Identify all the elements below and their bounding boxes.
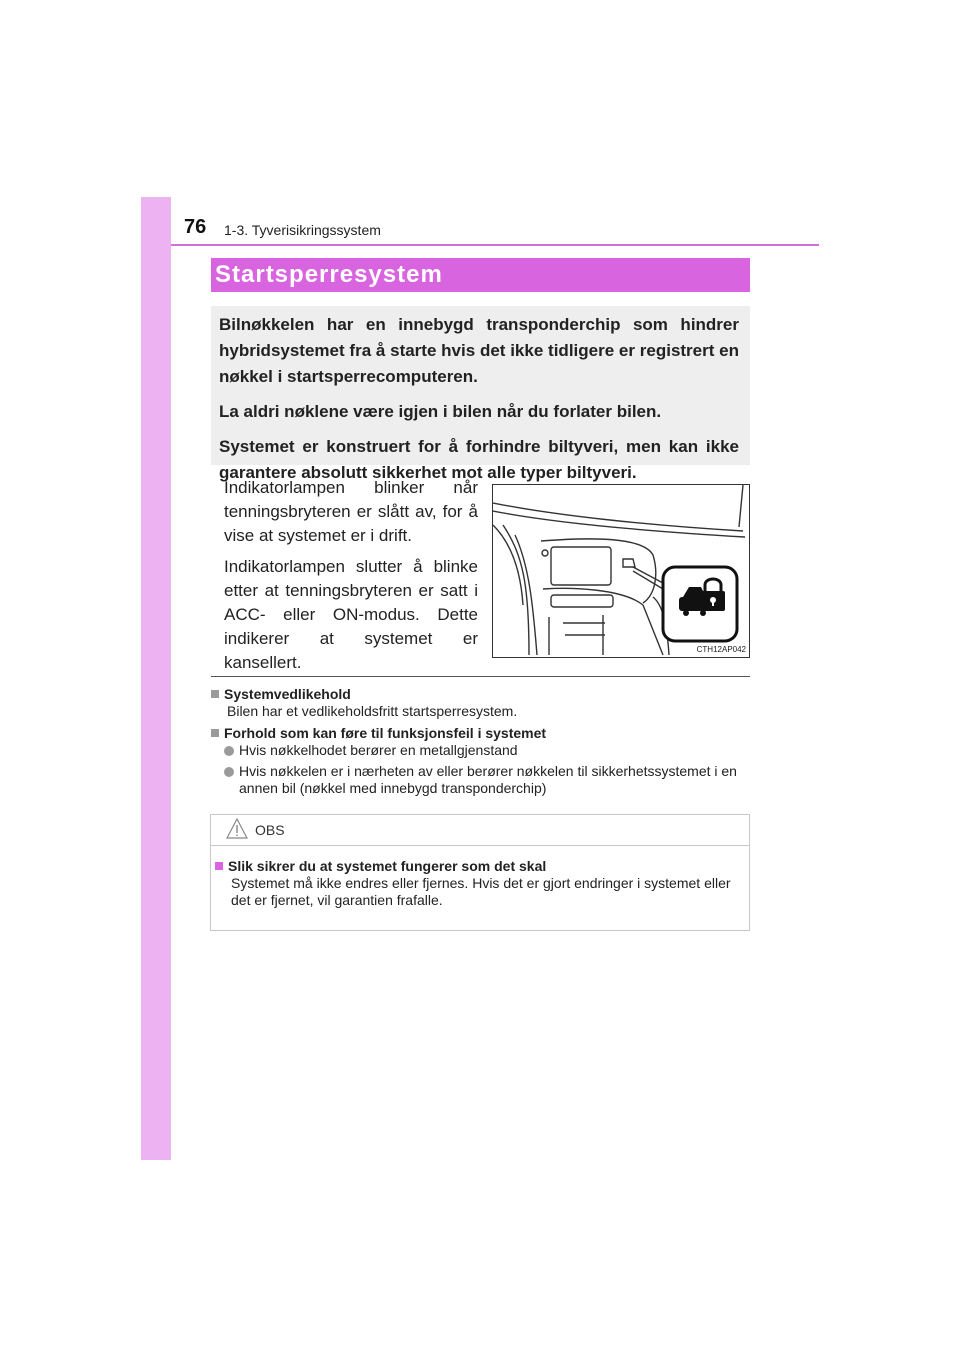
list-item: Hvis nøkkelen er i nærheten av eller berører nøkkelen til sikkerhetssystemet i en annen bil (nøkkel med innebygd transponderchip): [211, 763, 753, 797]
car-lock-icon: [663, 567, 737, 641]
page-number: 76: [184, 216, 207, 238]
list-item: Hvis nøkkelhodet berører en metallgjenstand: [211, 742, 753, 759]
square-bullet-icon: [215, 862, 223, 870]
notes-section: [211, 681, 753, 801]
intro-paragraph: Bilnøkkelen har en innebygd transponderchip som hindrer hybridsystemet fra å starte hvis det ikke tidligere er registrert en nøkkel i startsperrecomputeren.: [219, 315, 739, 386]
round-bullet-icon: [224, 746, 234, 756]
note-heading-malfunction: Forhold som kan føre til funksjonsfeil i systemet: [211, 724, 753, 742]
note-heading-maintenance: Systemvedlikehold: [211, 685, 753, 703]
caution-label: OBS: [255, 822, 285, 838]
dashboard-illustration: [492, 484, 750, 658]
header-divider: [171, 244, 819, 246]
section-breadcrumb: 1-3. Tyverisikringssystem: [224, 222, 381, 238]
intro-paragraph: Systemet er konstruert for å forhindre biltyveri, men kan ikke garantere absolutt sikkerhet mot alle typer biltyveri.: [219, 437, 739, 482]
section-title-bar: [211, 258, 750, 292]
body-text: [224, 476, 478, 682]
figure-code: CTH12AP042: [696, 645, 746, 654]
caution-box: [210, 814, 750, 931]
note-text-maintenance: Bilen har et vedlikeholdsfritt startsperresystem.: [227, 703, 518, 719]
intro-paragraph: La aldri nøklene være igjen i bilen når du forlater bilen.: [219, 402, 662, 421]
body-paragraph: Indikatorlampen blinker når tenningsbryteren er slått av, for å vise at systemet er i drift.: [224, 478, 478, 545]
square-bullet-icon: [211, 690, 219, 698]
dashboard-drawing: [493, 485, 750, 658]
warning-triangle-icon: [225, 817, 249, 841]
caution-heading: Slik sikrer du at systemet fungerer som det skal: [215, 857, 741, 875]
round-bullet-icon: [224, 767, 234, 777]
section-divider: [211, 676, 750, 677]
intro-box: [211, 306, 750, 482]
caution-body: [211, 846, 749, 909]
page-title: Startsperresystem: [215, 261, 443, 288]
caution-header: [211, 815, 749, 846]
body-paragraph: Indikatorlampen slutter å blinke etter at tenningsbryteren er satt i ACC- eller ON-modus. Dette indikerer at systemet er kansellert.: [224, 557, 478, 672]
chapter-side-tab: [141, 197, 171, 1160]
caution-text: Systemet må ikke endres eller fjernes. Hvis det er gjort endringer i systemet eller det er fjernet, vil garantien frafalle.: [231, 875, 731, 908]
square-bullet-icon: [211, 729, 219, 737]
